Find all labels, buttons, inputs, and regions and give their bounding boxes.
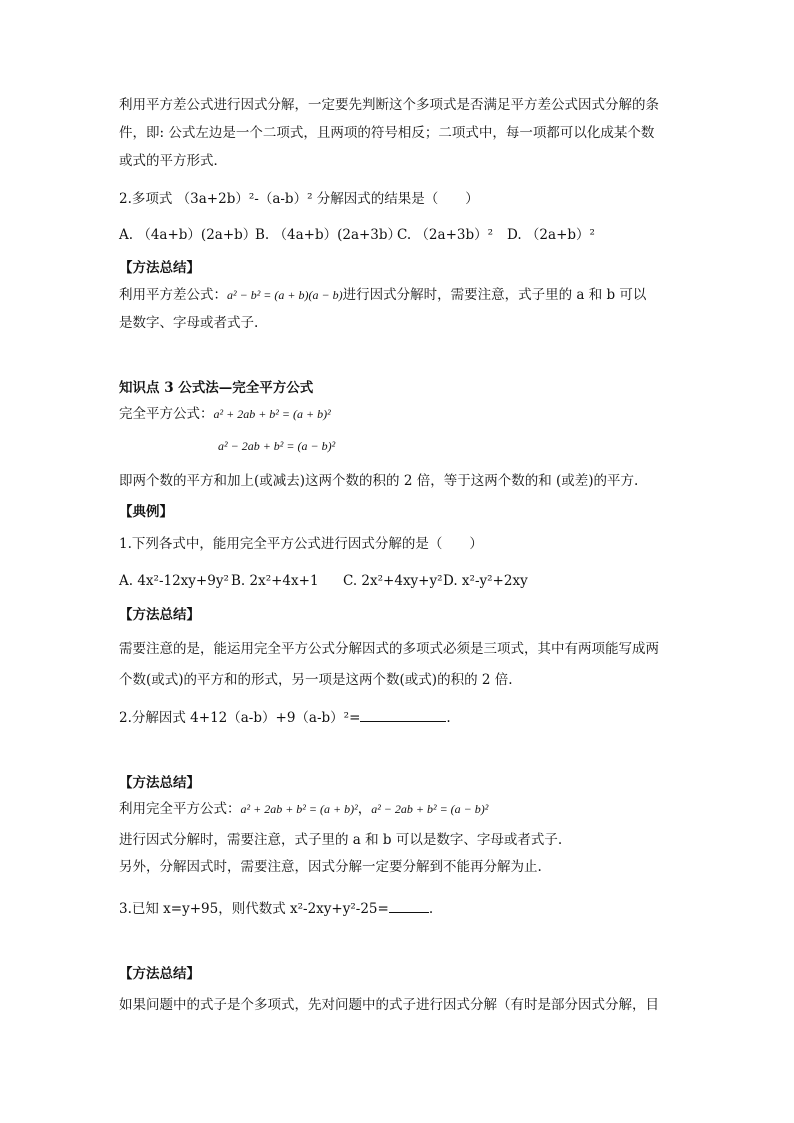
example-question-1-stem: 1.下列各式中，能用完全平方公式进行因式分解的是（ ） (119, 536, 483, 552)
perfect-square-formula-2: a² − 2ab + b² = (a − b)² (218, 439, 336, 453)
intro-line-3: 或式的平方形式． (119, 153, 227, 169)
example-option-a: A. 4x²-12xy+9y² (119, 573, 229, 589)
method-summary-1-title: 【方法总结】 (119, 260, 200, 276)
fill-question-2-end: . (446, 710, 451, 726)
example-option-d: D. x²-y²+2xy (443, 573, 528, 589)
fill-question-2-stem: 2.分解因式 4+12（a-b）+9（a-b）²= (119, 710, 361, 726)
summary-3-formula-2: a² − 2ab + b² = (a − b)² (371, 802, 489, 816)
perfect-square-explanation: 即两个数的平方和加上(或减去)这两个数的积的 2 倍，等于这两个数的和 (或差)的平方. (119, 473, 639, 489)
method-summary-3-line-2: 进行因式分解时，需要注意，式子里的 a 和 b 可以是数字、字母或者式子. (119, 832, 563, 848)
summary-1-text-before: 利用平方差公式： (119, 287, 227, 303)
question-2-stem: 2.多项式 （3a+2b）²-（a-b）² 分解因式的结果是（ ） (119, 191, 479, 207)
method-summary-3-line-3: 另外，分解因式时，需要注意，因式分解一定要分解到不能再分解为止. (119, 859, 542, 875)
method-summary-4-line-1: 如果问题中的式子是个多项式，先对问题中的式子进行因式分解（有时是部分因式分解，目 (119, 997, 659, 1013)
option-d: D. （2a+b）² (507, 227, 595, 243)
example-option-c: C. 2x²+4xy+y² (343, 573, 443, 589)
method-summary-2-title: 【方法总结】 (119, 607, 200, 623)
method-summary-1-line-1 (119, 286, 679, 304)
fill-question-3-stem: 3.已知 x=y+95，则代数式 x²-2xy+y²-25= (119, 901, 389, 917)
fill-question-3-end: . (428, 901, 434, 917)
method-summary-2-line-1: 需要注意的是，能运用完全平方公式分解因式的多项式必须是三项式，其中有两项能写成两 (119, 641, 659, 657)
method-summary-1-line-2: 是数字、字母或者式子. (119, 315, 259, 331)
option-c: C. （2a+3b）² (397, 227, 494, 243)
summary-3-label: 利用完全平方公式： (119, 801, 241, 817)
summary-3-formula-1: a² + 2ab + b² = (a + b)² (240, 802, 358, 816)
example-question-1-options (119, 572, 679, 590)
method-summary-3-formulas (119, 800, 679, 818)
method-summary-4-title: 【方法总结】 (119, 966, 200, 982)
perfect-square-formula-line-2 (218, 437, 518, 455)
example-option-b: B. 2x²+4x+1 (231, 573, 319, 589)
method-summary-3-title: 【方法总结】 (119, 775, 200, 791)
answer-blank[interactable] (360, 708, 446, 722)
fill-question-2 (119, 708, 679, 727)
summary-1-text-after: 进行因式分解时，需要注意，式子里的 a 和 b 可以 (342, 287, 647, 303)
section-3-title: 知识点 3 公式法—完全平方公式 (119, 380, 314, 396)
fill-question-3 (119, 899, 679, 918)
option-b: B. （4a+b）(2a+3b） (255, 227, 402, 243)
question-2-options (119, 226, 679, 244)
perfect-square-label: 完全平方公式： (119, 406, 214, 422)
option-a: A. （4a+b）(2a+b） (119, 227, 257, 243)
intro-line-2: 件，即: 公式左边是一个二项式，且两项的符号相反；二项式中，每一项都可以化成某个数 (119, 125, 655, 141)
method-summary-2-line-2: 个数(或式)的平方和的形式，另一项是这两个数(或式)的积的 2 倍. (119, 672, 513, 688)
perfect-square-formula-line-1 (119, 405, 679, 423)
intro-line-1: 利用平方差公式进行因式分解，一定要先判断这个多项式是否满足平方差公式因式分解的条 (119, 97, 659, 113)
example-title: 【典例】 (119, 504, 173, 520)
summary-3-separator: ， (357, 801, 372, 817)
answer-blank[interactable] (389, 899, 429, 913)
difference-of-squares-formula: a² − b² = (a + b)(a − b) (227, 288, 343, 302)
perfect-square-formula-1: a² + 2ab + b² = (a + b)² (213, 407, 331, 421)
